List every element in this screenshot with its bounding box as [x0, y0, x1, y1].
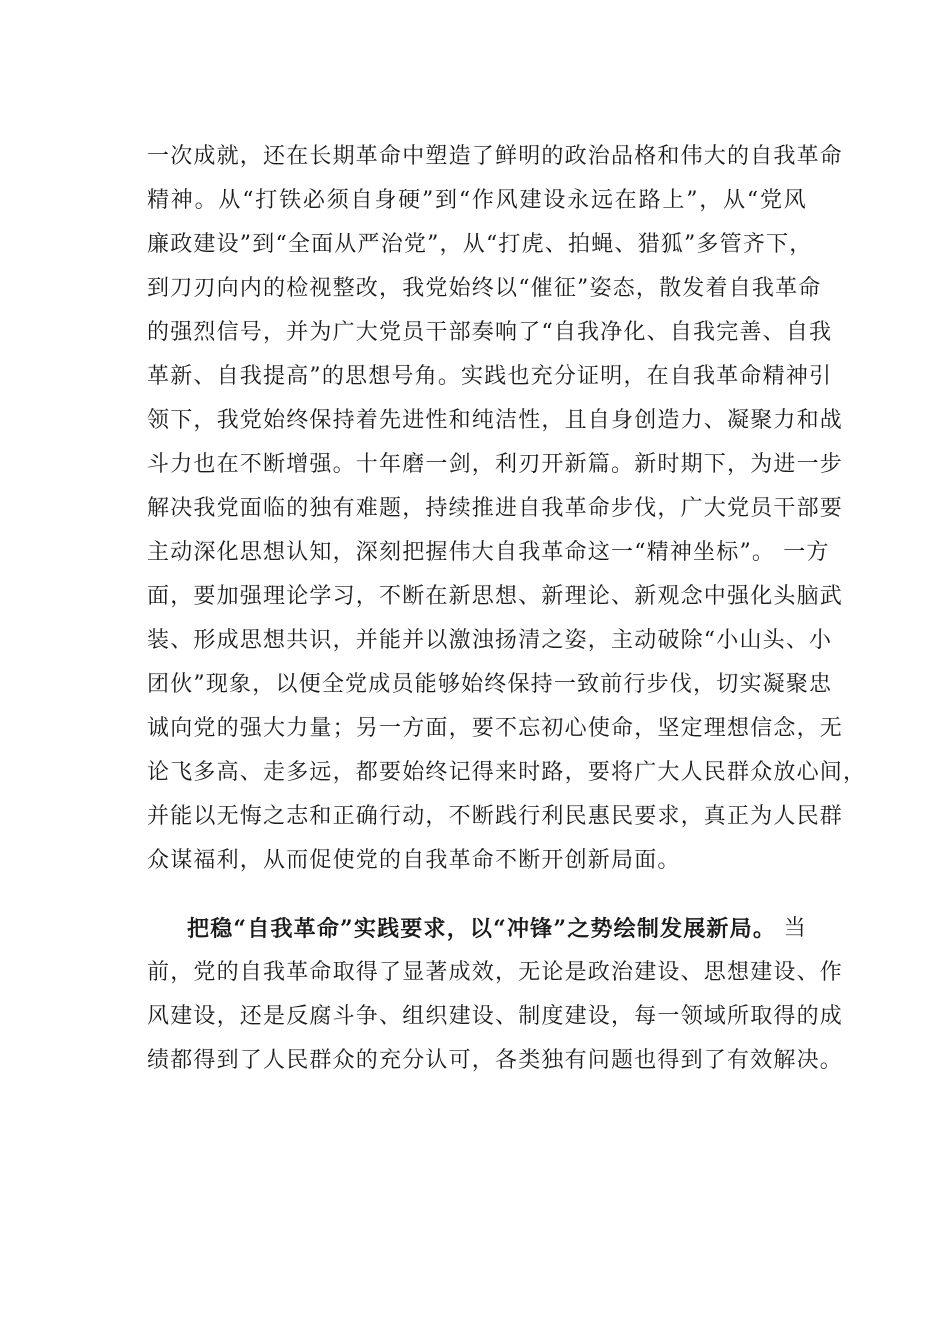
- text-line: 论飞多高、走多远，都要始终记得来时路，要将广大人民群众放心间，: [147, 760, 867, 785]
- text-line: 众谋福利，从而促使党的自我革命不断开创新局面。: [147, 848, 681, 873]
- text-line: 革新、自我提高”的思想号角。实践也充分证明，在自我革命精神引: [147, 364, 833, 389]
- paragraph-heading-line: [147, 914, 807, 944]
- text-line: 诚向党的强大力量；另一方面，要不忘初心使命，坚定理想信念，无: [147, 716, 844, 741]
- text-line: 斗力也在不断增强。十年磨一剑，利刃开新篇。新时期下，为进一步: [147, 452, 844, 477]
- text-line: 的强烈信号，并为广大党员干部奏响了“自我净化、自我完善、自我: [147, 320, 833, 345]
- text-line: 主动深化思想认知，深刻把握伟大自我革命这一“精神坐标”。 一方: [147, 540, 830, 565]
- text-line: 解决我党面临的独有难题，持续推进自我革命步伐，广大党员干部要: [147, 496, 844, 521]
- text-line: 面，要加强理论学习，不断在新思想、新理论、新观念中强化头脑武: [147, 584, 844, 609]
- text-line-tail: 当: [783, 916, 807, 941]
- text-line: 前，党的自我革命取得了显著成效，无论是政治建设、思想建设、作: [147, 960, 844, 985]
- text-line: 风建设，还是反腐斗争、组织建设、制度建设，每一领域所取得的成: [147, 1004, 844, 1029]
- text-line: 装、形成思想共识，并能并以激浊扬清之姿，主动破除“小山头、小: [147, 628, 833, 653]
- text-line: 领下，我党始终保持着先进性和纯洁性，且自身创造力、凝聚力和战: [147, 408, 844, 433]
- text-line: 团伙”现象，以便全党成员能够始终保持一致前行步伐，切实凝聚忠: [147, 672, 833, 697]
- text-line: 精神。从“打铁必须自身硬”到“作风建设永远在路上”，从“党风: [147, 188, 807, 213]
- text-line: 到刀刃向内的检视整改，我党始终以“催征”姿态，散发着自我革命: [147, 276, 822, 301]
- paragraph-heading: 把稳“自我革命”实践要求，以“冲锋”之势绘制发展新局。: [187, 916, 777, 942]
- text-line: 一次成就，还在长期革命中塑造了鲜明的政治品格和伟大的自我革命: [147, 144, 844, 169]
- text-line: 并能以无悔之志和正确行动，不断践行利民惠民要求，真正为人民群: [147, 804, 844, 829]
- text-line: 廉政建设”到“全面从严治党”，从“打虎、拍蝇、猎狐”多管齐下，: [147, 232, 813, 257]
- text-line: 绩都得到了人民群众的充分认可，各类独有问题也得到了有效解决。: [147, 1048, 844, 1073]
